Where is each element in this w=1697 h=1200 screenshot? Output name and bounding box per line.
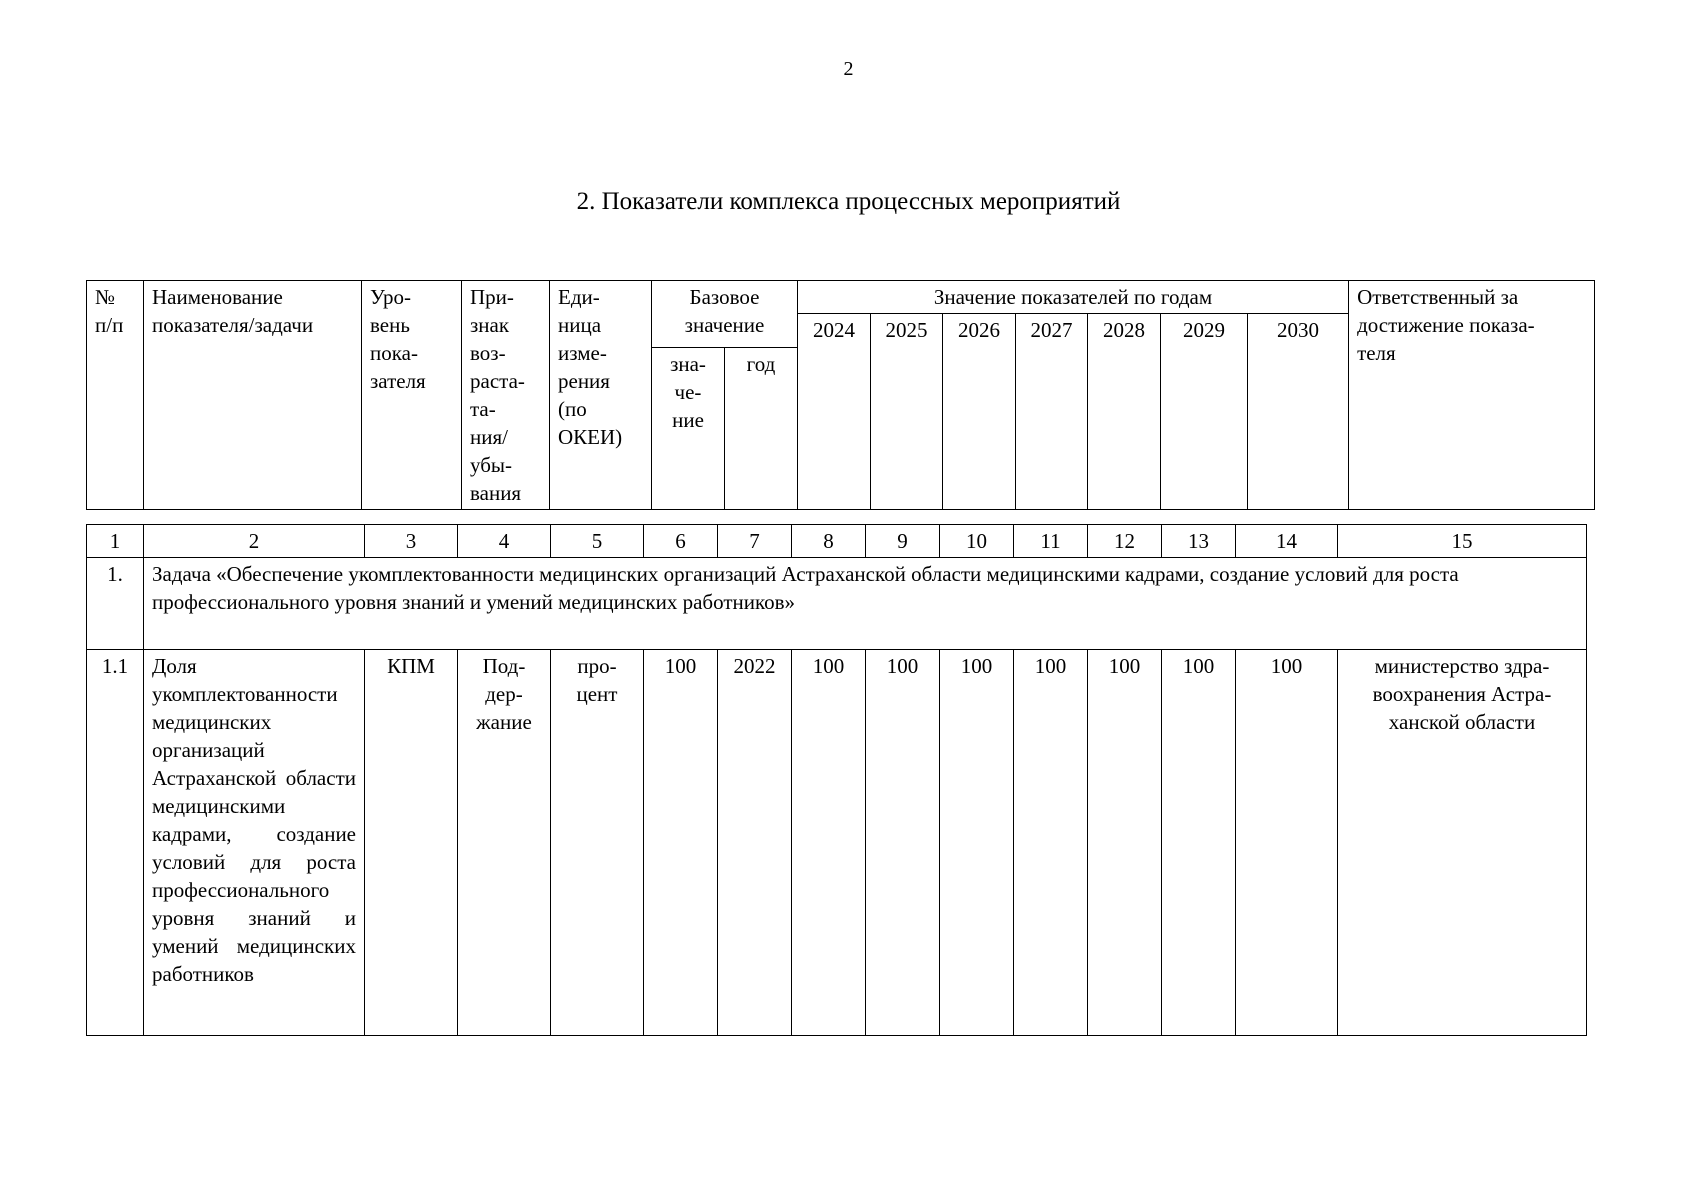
header-year-2027: 2027 xyxy=(1016,314,1088,510)
col-number: 8 xyxy=(792,525,866,558)
row-value-2030: 100 xyxy=(1236,650,1338,1036)
page-number: 2 xyxy=(843,58,854,80)
header-years-group: Значение показателей по годам xyxy=(798,281,1349,314)
row-sign: Под- дер- жание xyxy=(458,650,551,1036)
task-text: Задача «Обеспечение укомплектованности медицинских организаций Астраханской области медицинскими кадрами, создание условий для роста профессионального уровня знаний и умений медицинских работников» xyxy=(144,558,1587,650)
col-number: 5 xyxy=(551,525,644,558)
header-responsible: Ответственный за достижение показа- теля xyxy=(1349,281,1595,510)
header-unit: Еди- ница изме- рения (по ОКЕИ) xyxy=(550,281,652,510)
col-number: 7 xyxy=(718,525,792,558)
indicators-body-table xyxy=(86,524,1587,1036)
header-base-year: год xyxy=(725,348,798,510)
task-num: 1. xyxy=(87,558,144,650)
header-sign: При- знак воз- раста- та- ния/ убы- вания xyxy=(462,281,550,510)
row-base-year: 2022 xyxy=(718,650,792,1036)
col-number: 12 xyxy=(1088,525,1162,558)
col-number: 4 xyxy=(458,525,551,558)
header-year-2026: 2026 xyxy=(943,314,1016,510)
header-year-2030: 2030 xyxy=(1248,314,1349,510)
row-name: Доля укомплектованности медицинских организаций Астраханской области медицинскими кадрами, создание условий для роста профессионального уровня знаний и умений медицинских работников xyxy=(144,650,365,1036)
task-row xyxy=(87,558,1587,650)
row-value-2029: 100 xyxy=(1162,650,1236,1036)
header-level: Уро- вень пока- зателя xyxy=(362,281,462,510)
header-base: Базовое значение xyxy=(652,281,798,348)
row-level: КПМ xyxy=(365,650,458,1036)
row-unit: про- цент xyxy=(551,650,644,1036)
row-value-2025: 100 xyxy=(866,650,940,1036)
col-number: 2 xyxy=(144,525,365,558)
row-value-2028: 100 xyxy=(1088,650,1162,1036)
col-number: 6 xyxy=(644,525,718,558)
header-year-2028: 2028 xyxy=(1088,314,1161,510)
table-row xyxy=(87,650,1587,1036)
row-base-value: 100 xyxy=(644,650,718,1036)
header-year-2024: 2024 xyxy=(798,314,871,510)
header-year-2025: 2025 xyxy=(871,314,943,510)
header-num: № п/п xyxy=(87,281,144,510)
col-number: 9 xyxy=(866,525,940,558)
row-value-2027: 100 xyxy=(1014,650,1088,1036)
header-name: Наименование показателя/задачи xyxy=(144,281,362,510)
row-value-2026: 100 xyxy=(940,650,1014,1036)
header-base-value: зна- че- ние xyxy=(652,348,725,510)
indicators-header-table xyxy=(86,280,1595,510)
col-number: 13 xyxy=(1162,525,1236,558)
page-title: 2. Показатели комплекса процессных мероприятий xyxy=(576,188,1121,215)
row-num: 1.1 xyxy=(87,650,144,1036)
col-number: 14 xyxy=(1236,525,1338,558)
col-number: 11 xyxy=(1014,525,1088,558)
col-number: 1 xyxy=(87,525,144,558)
col-number: 15 xyxy=(1338,525,1587,558)
row-value-2024: 100 xyxy=(792,650,866,1036)
header-year-2029: 2029 xyxy=(1161,314,1248,510)
col-number: 10 xyxy=(940,525,1014,558)
col-number: 3 xyxy=(365,525,458,558)
column-numbers-row xyxy=(87,525,1587,558)
row-responsible: министерство здра- воохранения Астра- ханской области xyxy=(1338,650,1587,1036)
